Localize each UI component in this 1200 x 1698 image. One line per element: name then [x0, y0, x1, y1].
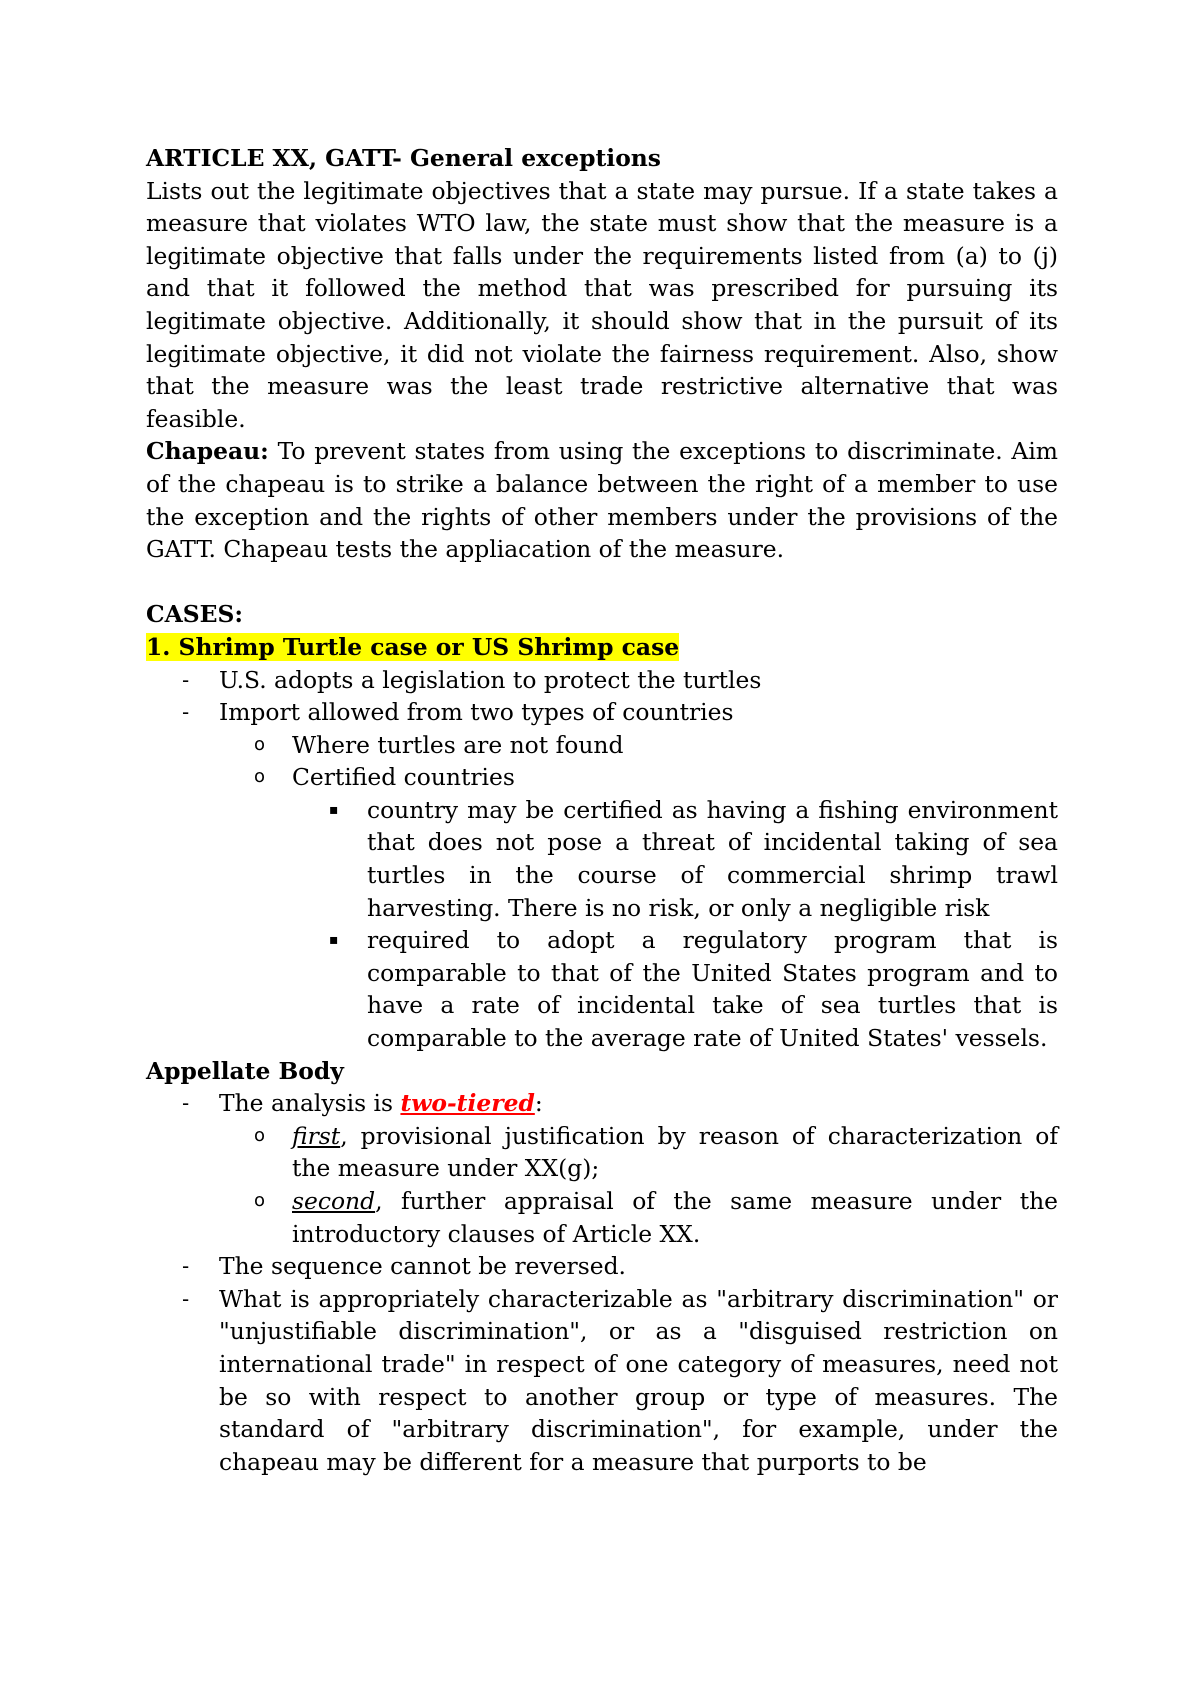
list-item: [146, 794, 1058, 924]
chapeau-label: Chapeau:: [146, 437, 269, 466]
dash-bullet-icon: -: [182, 700, 190, 725]
cases-heading: CASES:: [146, 600, 244, 629]
circle-bullet-icon: o: [254, 733, 266, 755]
list-item: [146, 696, 1058, 729]
list-item-text: U.S. adopts a legislation to protect the turtles: [219, 665, 762, 694]
blank-line: [146, 566, 1058, 599]
list-item-suffix: :: [534, 1089, 543, 1118]
list-item-prefix: The analysis is: [219, 1089, 401, 1118]
square-bullet-icon: ▪: [329, 932, 339, 949]
article-heading: ARTICLE XX, GATT- General exceptions: [146, 144, 661, 172]
list-item-text: , provisional justification by reason of characterization of the measure under XX(g);: [292, 1121, 1058, 1183]
list-item-text: country may be certified as having a fishing environment that does not pose a threat of incidental taking of sea turtles in the course of commercial shrimp trawl harvesting. There is no risk, or only a negligible risk: [367, 795, 1058, 922]
list-item: [146, 1185, 1058, 1250]
list-item: [146, 1120, 1058, 1185]
list-item-text: Import allowed from two types of countries: [219, 698, 734, 727]
list-item: [146, 761, 1058, 794]
emphasized-term: second: [292, 1187, 376, 1215]
list-item-text: Certified countries: [292, 763, 515, 792]
list-item: [146, 664, 1058, 697]
list-item-text: What is appropriately characterizable as "arbitrary discrimination" or "unjustifiable discrimination", or as a "disguised restriction on international trade" in respect of one category of measures, need not be so with respect to another group or type of measures. The standard of "arbitrary discrimination", for example, under the chapeau may be different for a measure that purports to be: [219, 1284, 1058, 1476]
circle-bullet-icon: o: [254, 1190, 266, 1211]
chapeau-text: To prevent states from using the exceptions to discriminate. Aim of the chapeau is to strike a balance between the right of a member to use the exception and the rights of other members under the provisions of the GATT. Chapeau tests the appliacation of the measure.: [146, 437, 1058, 564]
circle-bullet-icon: o: [254, 766, 266, 788]
list-item-text: Where turtles are not found: [292, 730, 624, 759]
dash-bullet-icon: -: [182, 667, 190, 692]
square-bullet-icon: ▪: [329, 801, 339, 818]
list-item-text: , further appraisal of the same measure under the introductory clauses of Article XX.: [292, 1187, 1058, 1248]
chapeau-paragraph: [146, 435, 1058, 565]
list-item-text: required to adopt a regulatory program that is comparable to that of the United States program and to have a rate of incidental take of sea turtles that is comparable to the average rate of United States' vessels.: [367, 926, 1058, 1053]
dash-bullet-icon: -: [182, 1286, 190, 1311]
list-item: [146, 729, 1058, 762]
case-title-highlight: 1. Shrimp Turtle case or US Shrimp case: [146, 632, 680, 661]
document-page: [146, 142, 1058, 1478]
list-item: [146, 1250, 1058, 1283]
circle-bullet-icon: o: [254, 1124, 266, 1146]
list-item: [146, 924, 1058, 1054]
dash-bullet-icon: -: [182, 1254, 190, 1279]
list-item: [146, 1087, 1058, 1120]
appellate-heading: Appellate Body: [146, 1056, 344, 1085]
emphasized-term: first: [292, 1121, 341, 1150]
list-item-text: The sequence cannot be reversed.: [219, 1252, 626, 1281]
dash-bullet-icon: -: [182, 1091, 190, 1116]
list-item: [146, 1283, 1058, 1479]
emphasized-term: two-tiered: [400, 1089, 535, 1118]
intro-paragraph: Lists out the legitimate objectives that a state may pursue. If a state takes a measure that violates WTO law, the state must show that the measure is a legitimate objective that falls under the requirements listed from (a) to (j) and that it followed the method that was prescribed for pursuing its legitimate objective. Additionally, it should show that in the pursuit of its legitimate objective, it did not violate the fairness requirement. Also, show that the measure was the least trade restrictive alternative that was feasible.: [146, 176, 1058, 433]
case-title: [146, 631, 1058, 664]
